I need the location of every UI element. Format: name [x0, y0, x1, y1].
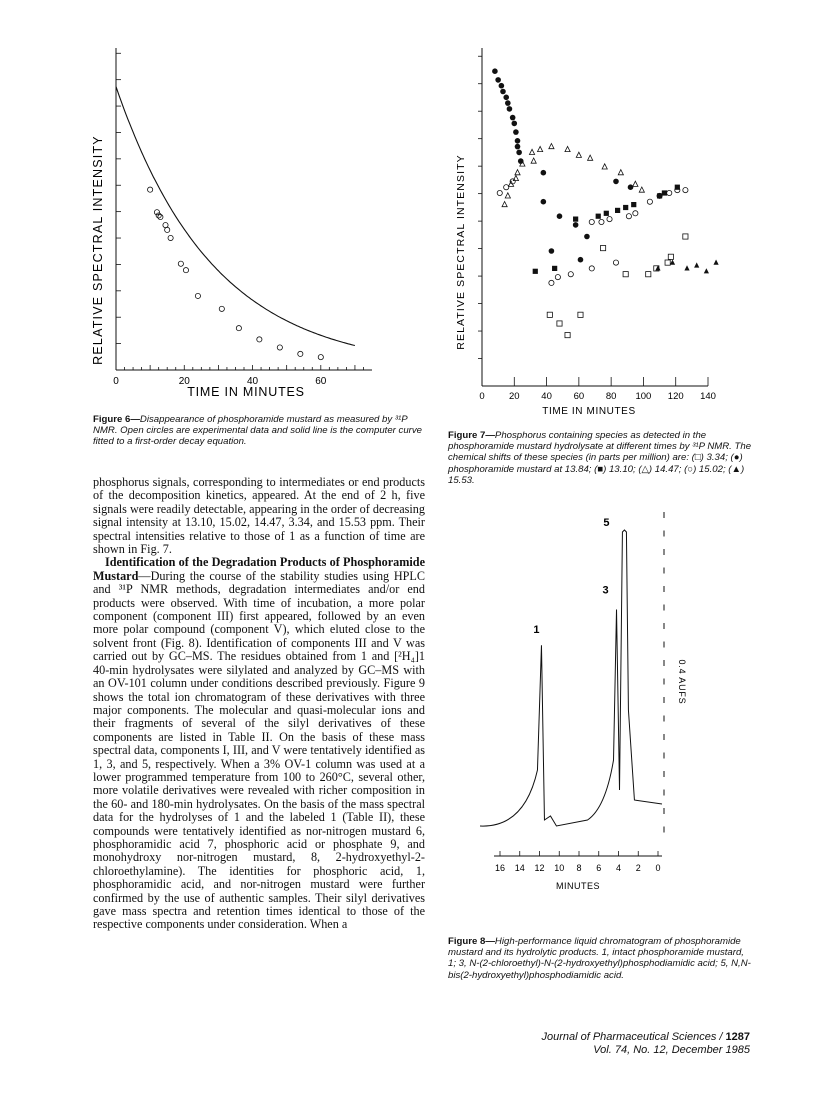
- fig8-peak-label: 5: [603, 517, 610, 529]
- fig7-data-point: [510, 115, 516, 121]
- fig7-data-point: [513, 129, 519, 135]
- fig7-data-point: [631, 202, 636, 207]
- fig7-data-point: [662, 190, 667, 195]
- fig7-data-point: [531, 158, 536, 163]
- fig7-data-point: [633, 211, 638, 216]
- fig8-x-tick-label: 0: [655, 863, 661, 873]
- fig7-data-point: [578, 257, 584, 263]
- fig7-x-tick-label: 80: [605, 391, 617, 402]
- fig7-data-point: [613, 260, 618, 265]
- fig7-data-point: [618, 170, 623, 175]
- fig7-x-tick-label: 40: [541, 391, 552, 402]
- figure-6-caption-text: Disappearance of phosphoramide mustard as measured by ³¹P NMR. Open circles are experimental data and solid line is the computer curve fitted to a first-order decay equation.: [93, 414, 423, 448]
- fig6-data-point: [195, 293, 200, 298]
- fig6-data-point: [178, 261, 183, 266]
- fig6-data-point: [165, 227, 170, 232]
- body-text: [93, 476, 425, 932]
- fig6-data-point: [236, 326, 241, 331]
- fig7-data-point: [499, 83, 505, 89]
- fig7-data-point: [541, 199, 547, 205]
- fig7-data-point: [497, 190, 502, 195]
- fig7-data-point: [507, 106, 513, 112]
- fig6-x-tick-label: 0: [113, 376, 119, 387]
- fig7-data-point: [665, 260, 670, 265]
- fig6-fit-curve: [116, 87, 355, 346]
- fig7-x-tick-label: 100: [635, 391, 652, 402]
- footer-page-number: 1287: [725, 1031, 750, 1043]
- fig7-data-point: [538, 146, 543, 151]
- fig7-x-tick-label: 60: [573, 391, 585, 402]
- figure-8-chromatogram: [470, 492, 730, 902]
- fig7-data-point: [552, 266, 557, 271]
- fig7-data-point: [515, 138, 521, 144]
- fig7-data-point: [604, 211, 609, 216]
- fig7-data-point: [516, 150, 522, 156]
- fig7-data-point: [503, 95, 509, 101]
- figure-8-caption-label: Figure 8—: [448, 936, 495, 947]
- fig7-data-point: [615, 208, 620, 213]
- fig7-data-point: [505, 193, 510, 198]
- fig8-peak-label: 1: [533, 624, 540, 637]
- fig6-data-point: [168, 235, 173, 240]
- fig6-x-tick-label: 60: [315, 376, 327, 387]
- fig7-data-point: [684, 265, 689, 270]
- fig7-data-point: [602, 164, 607, 169]
- fig6-data-point: [277, 345, 282, 350]
- fig7-data-point: [646, 272, 651, 277]
- fig7-data-point: [647, 199, 652, 204]
- fig7-data-point: [589, 266, 594, 271]
- fig7-data-point: [515, 170, 520, 175]
- fig7-x-tick-label: 20: [508, 391, 520, 402]
- figure-6-chart: [80, 40, 400, 400]
- fig7-x-tick-label: 0: [479, 391, 485, 402]
- fig7-data-point: [600, 246, 605, 251]
- fig6-data-point: [257, 337, 262, 342]
- fig7-data-point: [573, 222, 579, 228]
- fig8-x-tick-label: 6: [596, 863, 602, 873]
- fig8-x-tick-label: 8: [576, 863, 582, 873]
- fig8-x-tick-label: 4: [615, 863, 622, 873]
- fig8-x-tick-label: 2: [635, 863, 641, 873]
- fig7-data-point: [573, 217, 578, 222]
- fig7-data-point: [626, 214, 631, 219]
- fig6-data-point: [219, 306, 224, 311]
- fig7-ylabel: RELATIVE SPECTRAL INTENSITY: [455, 154, 467, 350]
- fig8-x-tick-label: 10: [554, 863, 565, 873]
- figure-7-caption-text: Phosphorus containing species as detected in the phosphoramide mustard hydrolysate at different times by ³¹P NMR. The chemical shifts of these species (in parts per million) are: (□) 3.34; (●) phosphoramide mustard at 13.84; (■) 13.10; (△) 14.47; (○) 15.02; (▲) 15.53.: [448, 430, 752, 486]
- fig7-data-point: [667, 190, 672, 195]
- body-paragraph-2: [93, 556, 425, 931]
- fig7-data-point: [589, 219, 594, 224]
- fig6-xlabel: TIME IN MINUTES: [187, 385, 305, 399]
- fig7-x-tick-label: 120: [667, 391, 684, 402]
- fig7-data-point: [576, 152, 581, 157]
- fig7-data-point: [495, 77, 501, 83]
- fig8-x-tick-label: 14: [514, 863, 525, 873]
- fig8-x-tick-label: 16: [494, 863, 506, 873]
- fig7-data-point: [628, 184, 634, 190]
- fig7-data-point: [529, 149, 534, 154]
- fig7-data-point: [505, 100, 511, 106]
- journal-footer: [520, 1031, 750, 1056]
- fig6-data-point: [298, 351, 303, 356]
- fig8-peak-label: 3: [602, 584, 609, 597]
- fig8-xlabel: MINUTES: [556, 881, 600, 891]
- fig7-data-point: [492, 68, 498, 74]
- fig7-data-point: [565, 333, 570, 338]
- fig7-data-point: [549, 280, 554, 285]
- fig8-scale-label: 0.4 AUFS: [677, 659, 687, 705]
- fig7-data-point: [513, 175, 518, 180]
- footer-journal: Journal of Pharmaceutical Sciences /: [541, 1031, 726, 1043]
- fig7-data-point: [565, 146, 570, 151]
- fig7-data-point: [704, 268, 709, 273]
- figure-6-caption: [93, 414, 423, 448]
- footer-volume: Vol. 74, No. 12, December 1985: [593, 1043, 750, 1056]
- fig7-data-point: [683, 234, 688, 239]
- fig7-data-point: [557, 213, 563, 219]
- fig6-data-point: [318, 355, 323, 360]
- fig6-x-tick-label: 40: [246, 376, 259, 387]
- fig7-data-point: [588, 155, 593, 160]
- figure-8-caption-text: High-performance liquid chromatogram of phosphoramide mustard and its hydrolytic products. 1, intact phosphoramide mustard, 1; 3, N-(2-chloroethyl)-N-(2-hydroxyethyl)phosphodiamidic acid; 5, N,N-bis(2-hydroxyethyl)phosphodiamidic acid.: [448, 936, 751, 981]
- fig7-data-point: [502, 202, 507, 207]
- fig7-x-tick-label: 140: [700, 391, 716, 402]
- body-paragraph-1: phosphorus signals, corresponding to intermediates or end products of the decomposition kinetics, appeared. At the end of 2 h, five signals were readily detectable, appearing in the order of decreasing signal intensity at 13.10, 15.02, 14.47, 3.34, and 15.53 ppm. Their spectral intensities relative to those of 1 as a function of time are shown in Fig. 7.: [93, 475, 425, 557]
- fig7-data-point: [547, 312, 552, 317]
- fig6-x-tick-label: 20: [178, 376, 190, 387]
- fig6-data-point: [163, 223, 168, 228]
- fig7-data-point: [511, 121, 517, 127]
- figure-7-caption: [448, 430, 753, 486]
- fig7-data-point: [533, 269, 538, 274]
- fig7-data-point: [555, 275, 560, 280]
- body-paragraph-2-text: —During the course of the stability studies using HPLC and ³¹P NMR methods, degradation intermediates and/or end products were observed. With time of incubation, a more polar component (component III) first appeared, followed by an even more polar compound (component V), which eluted close to the solvent front (Fig. 8). Identification of components III and V was carried out by GC–MS. The residues obtained from 1 and [²H₄]1 40-min hydrolysates were silylated and analyzed by GC–MS with an OV-101 column under conditions described previously. Figure 9 shows the total ion chromatogram of these derivatives with three major components. The molecular and quasi-molecular ions and their fragments of several of the silyl derivatives of these components are listed in Table II. On the basis of these mass spectral data, components I, III, and V were tentatively identified as 1, 3, and 5, respectively. When a 3% OV-1 column was used at a lower programmed temperature from 100 to 260°C, several other, more volatile derivatives were revealed with richer composition in the 60- and 180-min hydrolysates. On the basis of the mass spectral data for the hydrolyses of 1 and the labeled 1 (Table II), these compounds were tentatively identified as nor-nitrogen mustard 6, phosphoramidic acid 7, phosphoric acid or phosphate 9, and monohydroxy nor-nitrogen mustard, 8, 2-hydroxyethyl-2-chloroethylamine). The identities for phosphoric acid, 1, phosphoramidic acid, and nor-nitrogen mustard were further confirmed by the use of authentic samples. Their silyl derivatives gave mass spectra and retention times identical to those of the respective components under consideration. When a: [93, 568, 425, 932]
- fig7-data-point: [670, 260, 675, 265]
- fig7-data-point: [549, 144, 554, 149]
- fig7-data-point: [596, 214, 601, 219]
- fig7-data-point: [584, 234, 590, 240]
- fig6-data-point: [148, 187, 153, 192]
- fig7-data-point: [633, 181, 638, 186]
- figure-6-caption-label: Figure 6—: [93, 414, 140, 425]
- fig7-data-point: [623, 205, 628, 210]
- fig7-data-point: [515, 144, 521, 150]
- footer-journal-line: [520, 1031, 750, 1044]
- fig7-data-point: [607, 217, 612, 222]
- fig7-data-point: [623, 272, 628, 277]
- figure-7-caption-label: Figure 7—: [448, 430, 495, 441]
- fig7-data-point: [668, 254, 673, 259]
- fig6-data-point: [183, 268, 188, 273]
- fig7-data-point: [613, 179, 619, 185]
- fig7-data-point: [599, 219, 604, 224]
- fig7-data-point: [568, 272, 573, 277]
- fig8-x-tick-label: 12: [534, 863, 545, 873]
- fig7-data-point: [639, 187, 644, 192]
- figure-7-chart: [448, 40, 738, 420]
- section-heading: Identification of the Degradation Products of Phosphoramide Mustard: [93, 555, 425, 583]
- fig7-data-point: [557, 321, 562, 326]
- figure-8-caption: [448, 936, 753, 981]
- fig7-data-point: [683, 188, 688, 193]
- fig7-data-point: [500, 89, 506, 95]
- fig7-xlabel: TIME IN MINUTES: [542, 406, 636, 417]
- fig7-data-point: [541, 170, 547, 176]
- fig7-data-point: [549, 248, 555, 254]
- fig7-data-point: [504, 185, 509, 190]
- fig6-ylabel: RELATIVE SPECTRAL INTENSITY: [91, 135, 105, 365]
- fig7-data-point: [694, 262, 699, 267]
- fig7-data-point: [578, 312, 583, 317]
- fig8-trace-line: [480, 530, 662, 826]
- fig7-data-point: [713, 260, 718, 265]
